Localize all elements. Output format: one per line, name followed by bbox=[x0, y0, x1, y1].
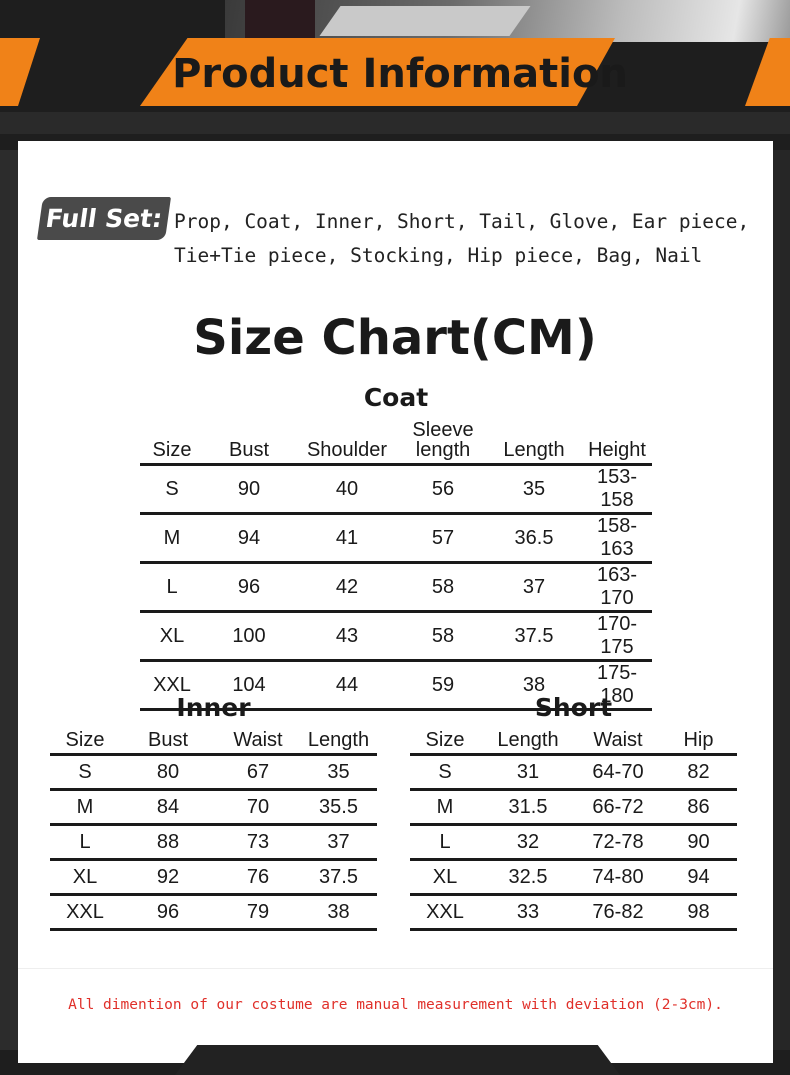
header-divider-bar bbox=[0, 112, 790, 134]
table-cell: 92 bbox=[120, 860, 216, 895]
panel-divider bbox=[18, 968, 773, 969]
column-header: Hip bbox=[683, 729, 714, 751]
table-cell: 58 bbox=[400, 563, 486, 612]
column-header: Waist bbox=[233, 729, 283, 751]
table-header-row bbox=[410, 730, 737, 755]
table-row bbox=[410, 790, 737, 825]
table-cell: 38 bbox=[486, 661, 582, 710]
table-cell: 73 bbox=[216, 825, 300, 860]
table-cell: XL bbox=[140, 612, 204, 661]
column-header: Waist bbox=[593, 729, 643, 751]
inner-size-table bbox=[50, 730, 377, 931]
table-row bbox=[50, 860, 377, 895]
coat-table-title: Coat bbox=[363, 383, 429, 412]
table-cell: 76 bbox=[216, 860, 300, 895]
table-cell: 74-80 bbox=[576, 860, 660, 895]
table-cell: 32.5 bbox=[480, 860, 576, 895]
table-row bbox=[140, 612, 652, 661]
table-cell: 158-163 bbox=[582, 514, 652, 563]
table-cell: 58 bbox=[400, 612, 486, 661]
column-header: Bust bbox=[228, 439, 270, 461]
table-cell: XXL bbox=[50, 895, 120, 930]
column-header: Length bbox=[503, 439, 565, 461]
page-title: Product Information bbox=[172, 51, 628, 97]
table-cell: 94 bbox=[660, 860, 737, 895]
column-header: Height bbox=[588, 439, 646, 461]
table-cell: S bbox=[140, 465, 204, 514]
table-row bbox=[410, 895, 737, 930]
table-row bbox=[140, 563, 652, 612]
full-set-line: Tie+Tie piece, Stocking, Hip piece, Bag, Nail bbox=[174, 244, 703, 267]
table-cell: 86 bbox=[660, 790, 737, 825]
table-cell: 67 bbox=[216, 755, 300, 790]
table-cell: 38 bbox=[300, 895, 377, 930]
artwork-shadow bbox=[245, 0, 315, 42]
table-row bbox=[410, 755, 737, 790]
table-cell: S bbox=[50, 755, 120, 790]
table-cell: M bbox=[50, 790, 120, 825]
table-cell: 37.5 bbox=[486, 612, 582, 661]
table-cell: XL bbox=[410, 860, 480, 895]
table-cell: XL bbox=[50, 860, 120, 895]
table-row bbox=[410, 860, 737, 895]
artwork-highlight bbox=[319, 6, 530, 36]
table-cell: M bbox=[410, 790, 480, 825]
background-stripe bbox=[773, 150, 790, 1050]
table-cell: 76-82 bbox=[576, 895, 660, 930]
table-cell: 37 bbox=[300, 825, 377, 860]
table-cell: 82 bbox=[660, 755, 737, 790]
short-size-table bbox=[410, 730, 737, 931]
table-row bbox=[410, 825, 737, 860]
short-table-title: Short bbox=[534, 693, 613, 722]
table-cell: 84 bbox=[120, 790, 216, 825]
table-row bbox=[50, 895, 377, 930]
table-cell: 37 bbox=[486, 563, 582, 612]
table-cell: 64-70 bbox=[576, 755, 660, 790]
full-set-line: Prop, Coat, Inner, Short, Tail, Glove, Ear piece, bbox=[174, 210, 750, 233]
table-cell: 66-72 bbox=[576, 790, 660, 825]
table-cell: 40 bbox=[294, 465, 400, 514]
table-cell: 96 bbox=[120, 895, 216, 930]
table-cell: S bbox=[410, 755, 480, 790]
table-cell: 90 bbox=[204, 465, 294, 514]
table-cell: 104 bbox=[204, 661, 294, 710]
bottom-tab-decoration bbox=[175, 1045, 620, 1075]
table-header-row bbox=[140, 420, 652, 465]
table-row bbox=[140, 514, 652, 563]
table-cell: 80 bbox=[120, 755, 216, 790]
table-row bbox=[50, 825, 377, 860]
table-cell: 56 bbox=[400, 465, 486, 514]
column-header: Bust bbox=[147, 729, 189, 751]
table-cell: 32 bbox=[480, 825, 576, 860]
column-header: Shoulder bbox=[306, 439, 388, 461]
table-cell: 35 bbox=[486, 465, 582, 514]
table-cell: XXL bbox=[410, 895, 480, 930]
table-cell: 90 bbox=[660, 825, 737, 860]
table-cell: 98 bbox=[660, 895, 737, 930]
table-cell: 35 bbox=[300, 755, 377, 790]
table-cell: 36.5 bbox=[486, 514, 582, 563]
table-cell: 31.5 bbox=[480, 790, 576, 825]
column-header: Size bbox=[425, 729, 465, 751]
full-set-badge bbox=[37, 197, 171, 240]
table-cell: M bbox=[140, 514, 204, 563]
column-header: Length bbox=[497, 729, 559, 751]
inner-table-title: Inner bbox=[176, 693, 251, 722]
table-cell: L bbox=[50, 825, 120, 860]
table-cell: 44 bbox=[294, 661, 400, 710]
table-cell: 100 bbox=[204, 612, 294, 661]
column-header: Length bbox=[307, 729, 370, 751]
background-stripe bbox=[0, 150, 18, 1050]
table-cell: 42 bbox=[294, 563, 400, 612]
table-cell: 70 bbox=[216, 790, 300, 825]
column-header: Size bbox=[152, 439, 192, 461]
full-set-items bbox=[174, 205, 759, 273]
table-row bbox=[140, 465, 652, 514]
table-cell: 88 bbox=[120, 825, 216, 860]
table-cell: 37.5 bbox=[300, 860, 377, 895]
table-cell: 43 bbox=[294, 612, 400, 661]
table-cell: 59 bbox=[400, 661, 486, 710]
table-header-row bbox=[50, 730, 377, 755]
measurement-note: All dimention of our costume are manual measurement with deviation (2-3cm). bbox=[68, 997, 723, 1013]
column-header: Sleeve length bbox=[412, 419, 474, 461]
banner-accent-right bbox=[745, 38, 790, 106]
column-header: Size bbox=[65, 729, 105, 751]
table-cell: 31 bbox=[480, 755, 576, 790]
coat-size-table bbox=[140, 420, 652, 711]
full-set-label: Full Set: bbox=[43, 204, 165, 233]
banner-accent-left bbox=[0, 38, 40, 106]
table-cell: 35.5 bbox=[300, 790, 377, 825]
table-cell: 57 bbox=[400, 514, 486, 563]
table-cell: 175-180 bbox=[582, 661, 652, 710]
table-cell: 41 bbox=[294, 514, 400, 563]
table-cell: 163-170 bbox=[582, 563, 652, 612]
table-cell: 33 bbox=[480, 895, 576, 930]
table-row bbox=[50, 790, 377, 825]
table-cell: 72-78 bbox=[576, 825, 660, 860]
table-cell: 96 bbox=[204, 563, 294, 612]
table-cell: 94 bbox=[204, 514, 294, 563]
table-cell: XXL bbox=[140, 661, 204, 710]
table-cell: 79 bbox=[216, 895, 300, 930]
table-cell: 153-158 bbox=[582, 465, 652, 514]
table-cell: L bbox=[410, 825, 480, 860]
size-chart-title: Size Chart(CM) bbox=[193, 310, 597, 366]
table-row bbox=[50, 755, 377, 790]
table-cell: 170-175 bbox=[582, 612, 652, 661]
table-cell: L bbox=[140, 563, 204, 612]
